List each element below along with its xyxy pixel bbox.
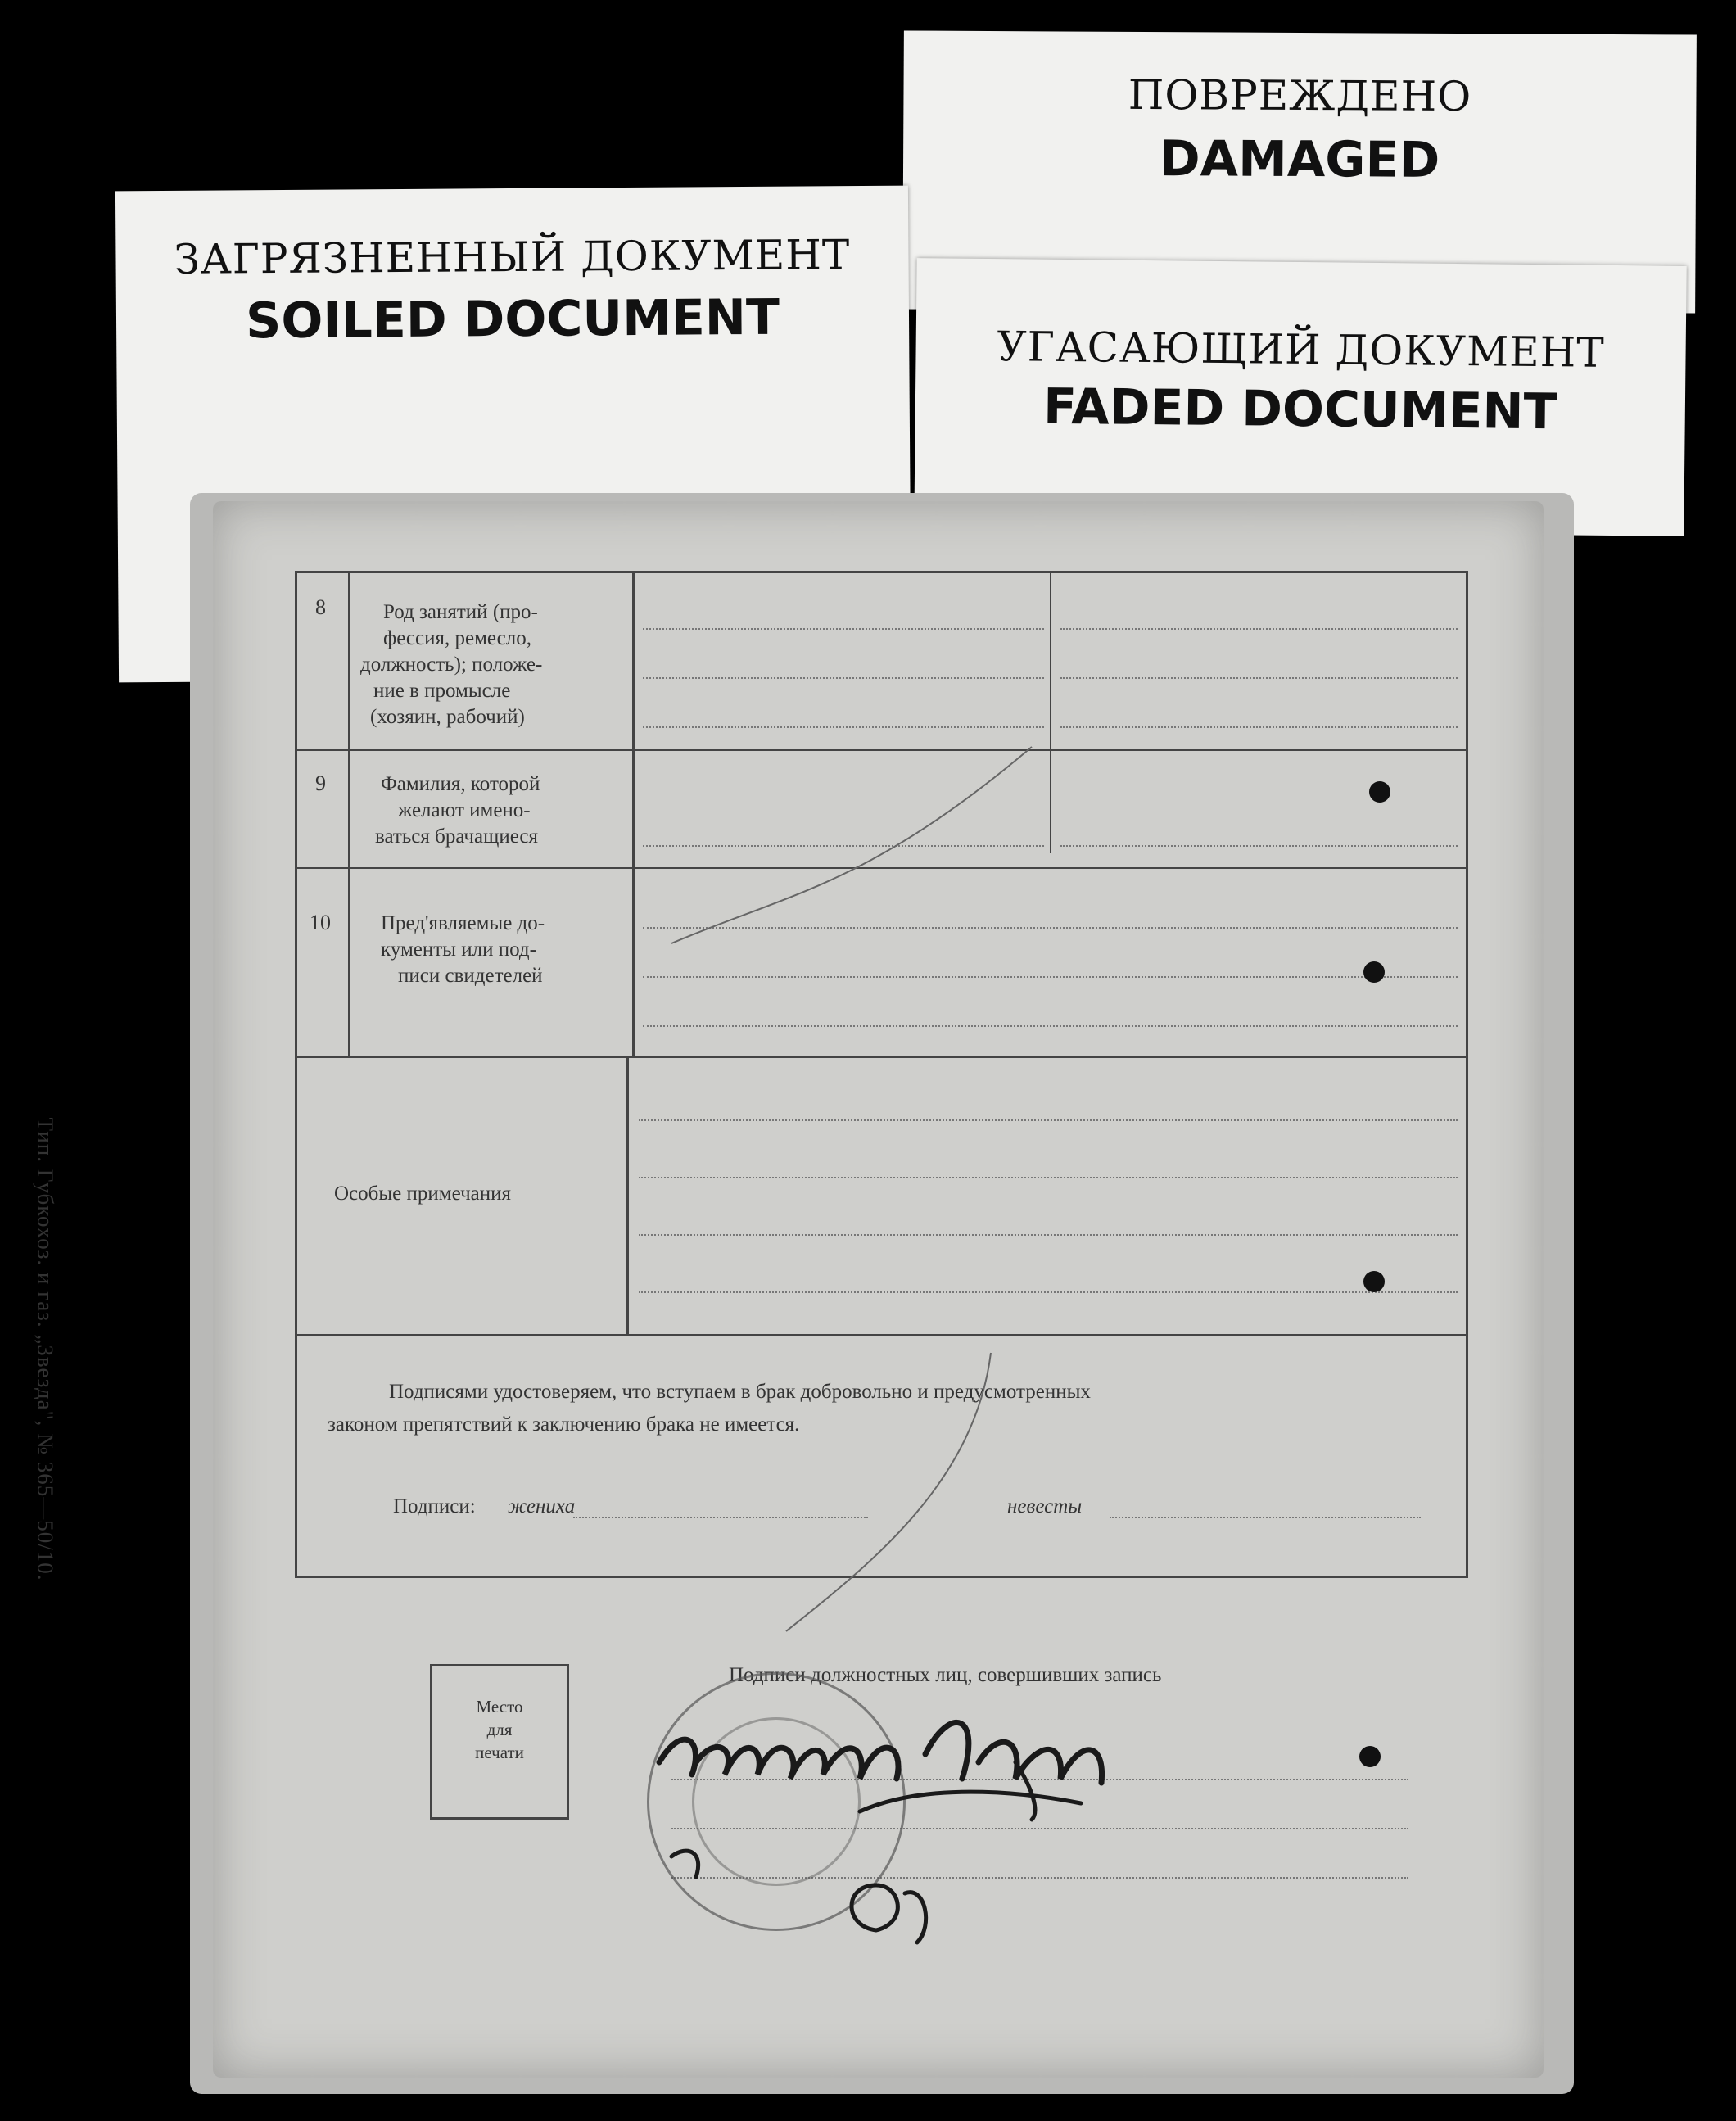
bride-label: невесты (1007, 1495, 1083, 1517)
faded-label-en: FADED DOCUMENT (1042, 378, 1557, 441)
handwritten-signature (213, 501, 1544, 2078)
punch-hole (1363, 961, 1385, 983)
damaged-label-en: DAMAGED (1159, 130, 1440, 189)
declaration-line-1: Подписями удостоверяем, что вступаем в брак добровольно и предусмотренных (389, 1381, 1091, 1403)
printer-imprint: Тип. Губкохоз. и газ. „Звезда", № 365—50/10. (33, 1117, 58, 1581)
groom-label: жениха (508, 1495, 576, 1517)
faded-label-ru: УГАСАЮЩИЙ ДОКУМЕНТ (997, 323, 1605, 377)
row-8-number: 8 (315, 595, 326, 619)
row-9-number: 9 (315, 771, 326, 795)
officials-label: Подписи должностных лиц, совершивших запись (729, 1664, 1162, 1686)
punch-hole (1369, 781, 1390, 803)
row-10-number: 10 (310, 911, 331, 934)
soiled-label-en: SOILED DOCUMENT (245, 288, 780, 350)
stamp-place-box: Место для печати (430, 1664, 569, 1820)
declaration-line-2: законом препятствий к заключению брака не имеется. (328, 1413, 800, 1436)
signatures-label: Подписи: (393, 1495, 476, 1517)
marriage-record-page: Тип. Губкохоз. и газ. „Звезда", № 365—50/10. 8 Род занятий (про- фессия, ремесло, должность); положе- ние в промысле (хозяин, рабочий) 9 Фамилия, которой желают имено- ваться брачащиеся 10 Пред'являемые до- кументы или под- писи свидетелей Особые примечания Подписями удостоверяем, что вступаем в брак добровольно и предусмотренных законом препятствий к заключению брака не имеется. Подписи: жениха невесты Место для печати Подписи должностных лиц, совершивших запись (213, 501, 1544, 2078)
punch-hole (1363, 1271, 1385, 1292)
soiled-label-ru: ЗАГРЯЗНЕННЫЙ ДОКУМЕНТ (174, 231, 851, 283)
special-notes-label: Особые примечания (334, 1183, 511, 1205)
punch-hole (1359, 1746, 1381, 1767)
damaged-label-ru: ПОВРЕЖДЕНО (1128, 70, 1472, 121)
